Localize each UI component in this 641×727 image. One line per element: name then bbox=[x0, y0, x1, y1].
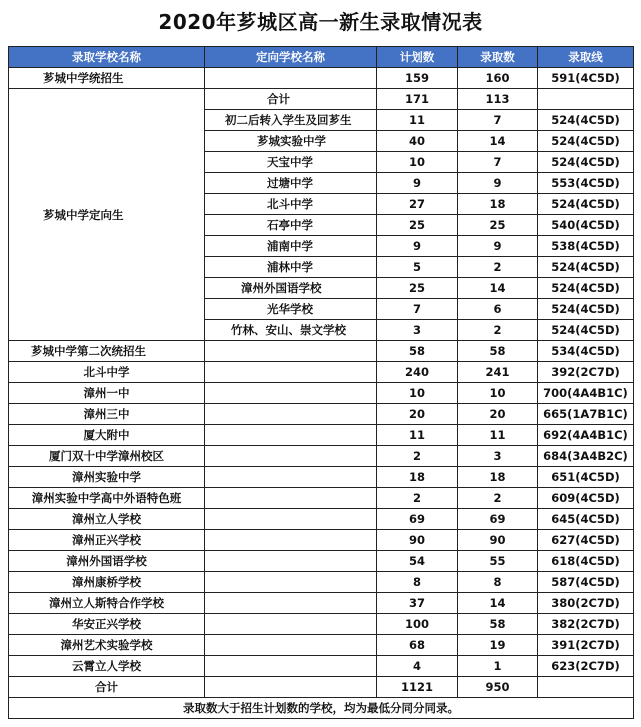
table-row bbox=[9, 530, 634, 551]
admit-cell: 14 bbox=[458, 131, 538, 152]
school-cell: 漳州一中 bbox=[9, 383, 205, 404]
admit-cell: 58 bbox=[458, 614, 538, 635]
admit-cell: 7 bbox=[458, 152, 538, 173]
table-row bbox=[9, 425, 634, 446]
target-cell bbox=[205, 635, 377, 656]
cutoff-cell: 692(4A4B1C) bbox=[538, 425, 634, 446]
plan-cell: 27 bbox=[377, 194, 458, 215]
cutoff-cell: 540(4C5D) bbox=[538, 215, 634, 236]
plan-cell: 171 bbox=[377, 89, 458, 110]
header-target-school: 定向学校名称 bbox=[205, 47, 377, 68]
admit-cell: 18 bbox=[458, 194, 538, 215]
plan-cell: 10 bbox=[377, 152, 458, 173]
school-cell: 漳州外国语学校 bbox=[9, 551, 205, 572]
school-cell: 厦大附中 bbox=[9, 425, 205, 446]
total-row bbox=[9, 677, 634, 698]
admit-cell: 19 bbox=[458, 635, 538, 656]
target-cell: 竹林、安山、崇文学校 bbox=[205, 320, 377, 341]
cutoff-cell: 538(4C5D) bbox=[538, 236, 634, 257]
cutoff-cell: 591(4C5D) bbox=[538, 68, 634, 89]
target-cell bbox=[205, 383, 377, 404]
school-cell: 华安正兴学校 bbox=[9, 614, 205, 635]
target-cell bbox=[205, 593, 377, 614]
school-cell: 厦门双十中学漳州校区 bbox=[9, 446, 205, 467]
plan-cell: 9 bbox=[377, 236, 458, 257]
cutoff-cell: 524(4C5D) bbox=[538, 257, 634, 278]
table-row bbox=[9, 593, 634, 614]
admit-cell: 69 bbox=[458, 509, 538, 530]
plan-cell: 4 bbox=[377, 656, 458, 677]
target-cell bbox=[205, 572, 377, 593]
admit-cell: 10 bbox=[458, 383, 538, 404]
admit-cell: 18 bbox=[458, 467, 538, 488]
target-cell bbox=[205, 446, 377, 467]
school-cell: 芗城中学第二次统招生 bbox=[9, 341, 205, 362]
school-cell: 芗城中学统招生 bbox=[9, 68, 205, 89]
cutoff-cell: 380(2C7D) bbox=[538, 593, 634, 614]
table-row bbox=[9, 656, 634, 677]
cutoff-cell: 587(4C5D) bbox=[538, 572, 634, 593]
cutoff-cell: 651(4C5D) bbox=[538, 467, 634, 488]
school-cell: 漳州实验中学高中外语特色班 bbox=[9, 488, 205, 509]
cutoff-cell: 609(4C5D) bbox=[538, 488, 634, 509]
admit-cell: 2 bbox=[458, 320, 538, 341]
cutoff-cell: 524(4C5D) bbox=[538, 320, 634, 341]
target-cell bbox=[205, 362, 377, 383]
admit-cell: 6 bbox=[458, 299, 538, 320]
school-cell: 漳州实验中学 bbox=[9, 467, 205, 488]
cutoff-cell: 618(4C5D) bbox=[538, 551, 634, 572]
admit-cell: 113 bbox=[458, 89, 538, 110]
header-admitted: 录取数 bbox=[458, 47, 538, 68]
target-cell: 石亭中学 bbox=[205, 215, 377, 236]
plan-cell: 69 bbox=[377, 509, 458, 530]
header-school: 录取学校名称 bbox=[9, 47, 205, 68]
admission-table bbox=[8, 46, 634, 719]
plan-cell: 54 bbox=[377, 551, 458, 572]
admit-cell: 14 bbox=[458, 278, 538, 299]
admit-cell: 90 bbox=[458, 530, 538, 551]
cutoff-cell: 524(4C5D) bbox=[538, 131, 634, 152]
table-row bbox=[9, 509, 634, 530]
admit-cell: 1 bbox=[458, 656, 538, 677]
cutoff-cell: 524(4C5D) bbox=[538, 194, 634, 215]
target-cell bbox=[205, 656, 377, 677]
plan-cell: 8 bbox=[377, 572, 458, 593]
plan-cell: 90 bbox=[377, 530, 458, 551]
plan-cell: 240 bbox=[377, 362, 458, 383]
target-cell: 合计 bbox=[205, 89, 377, 110]
school-cell: 漳州立人学校 bbox=[9, 509, 205, 530]
total-admit: 950 bbox=[458, 677, 538, 698]
cutoff-cell: 623(2C7D) bbox=[538, 656, 634, 677]
plan-cell: 2 bbox=[377, 446, 458, 467]
table-row bbox=[9, 446, 634, 467]
cutoff-cell: 534(4C5D) bbox=[538, 341, 634, 362]
plan-cell: 2 bbox=[377, 488, 458, 509]
cutoff-cell: 627(4C5D) bbox=[538, 530, 634, 551]
plan-cell: 40 bbox=[377, 131, 458, 152]
plan-cell: 25 bbox=[377, 278, 458, 299]
plan-cell: 159 bbox=[377, 68, 458, 89]
target-cell bbox=[205, 530, 377, 551]
plan-cell: 68 bbox=[377, 635, 458, 656]
target-cell bbox=[205, 341, 377, 362]
admit-cell: 7 bbox=[458, 110, 538, 131]
cutoff-cell: 524(4C5D) bbox=[538, 152, 634, 173]
school-cell: 漳州艺术实验学校 bbox=[9, 635, 205, 656]
target-cell: 北斗中学 bbox=[205, 194, 377, 215]
cutoff-cell: 645(4C5D) bbox=[538, 509, 634, 530]
admit-cell: 160 bbox=[458, 68, 538, 89]
table-row bbox=[9, 551, 634, 572]
target-cell: 光华学校 bbox=[205, 299, 377, 320]
plan-cell: 11 bbox=[377, 110, 458, 131]
admit-cell: 9 bbox=[458, 173, 538, 194]
admit-cell: 2 bbox=[458, 257, 538, 278]
target-cell bbox=[205, 488, 377, 509]
target-cell bbox=[205, 68, 377, 89]
target-cell: 芗城实验中学 bbox=[205, 131, 377, 152]
plan-cell: 37 bbox=[377, 593, 458, 614]
target-cell bbox=[205, 425, 377, 446]
admit-cell: 241 bbox=[458, 362, 538, 383]
plan-cell: 100 bbox=[377, 614, 458, 635]
target-cell bbox=[205, 509, 377, 530]
table-header-row bbox=[9, 47, 634, 68]
plan-cell: 18 bbox=[377, 467, 458, 488]
admit-cell: 8 bbox=[458, 572, 538, 593]
cutoff-cell: 524(4C5D) bbox=[538, 110, 634, 131]
school-cell: 漳州康桥学校 bbox=[9, 572, 205, 593]
admit-cell: 2 bbox=[458, 488, 538, 509]
cutoff-cell: 553(4C5D) bbox=[538, 173, 634, 194]
school-cell: 云霄立人学校 bbox=[9, 656, 205, 677]
total-plan: 1121 bbox=[377, 677, 458, 698]
plan-cell: 58 bbox=[377, 341, 458, 362]
plan-cell: 25 bbox=[377, 215, 458, 236]
school-cell: 北斗中学 bbox=[9, 362, 205, 383]
target-cell: 浦南中学 bbox=[205, 236, 377, 257]
header-plan: 计划数 bbox=[377, 47, 458, 68]
target-cell bbox=[205, 677, 377, 698]
school-cell: 漳州立人斯特合作学校 bbox=[9, 593, 205, 614]
table-row bbox=[9, 383, 634, 404]
admit-cell: 14 bbox=[458, 593, 538, 614]
table-row bbox=[9, 404, 634, 425]
plan-cell: 10 bbox=[377, 383, 458, 404]
cutoff-cell: 684(3A4B2C) bbox=[538, 446, 634, 467]
footnote: 录取数大于招生计划数的学校，均为最低分同分同录。 bbox=[9, 698, 634, 719]
school-cell-directed: 芗城中学定向生 bbox=[9, 89, 205, 341]
admit-cell: 3 bbox=[458, 446, 538, 467]
target-cell: 过塘中学 bbox=[205, 173, 377, 194]
header-cutoff: 录取线 bbox=[538, 47, 634, 68]
cutoff-cell: 524(4C5D) bbox=[538, 299, 634, 320]
plan-cell: 3 bbox=[377, 320, 458, 341]
table-row bbox=[9, 341, 634, 362]
plan-cell: 9 bbox=[377, 173, 458, 194]
target-cell bbox=[205, 614, 377, 635]
table-row bbox=[9, 614, 634, 635]
admit-cell: 9 bbox=[458, 236, 538, 257]
plan-cell: 11 bbox=[377, 425, 458, 446]
cutoff-cell: 665(1A7B1C) bbox=[538, 404, 634, 425]
cutoff-cell: 391(2C7D) bbox=[538, 635, 634, 656]
target-cell: 浦林中学 bbox=[205, 257, 377, 278]
table-row bbox=[9, 488, 634, 509]
total-label: 合计 bbox=[9, 677, 205, 698]
cutoff-cell: 524(4C5D) bbox=[538, 278, 634, 299]
school-cell: 漳州正兴学校 bbox=[9, 530, 205, 551]
plan-cell: 7 bbox=[377, 299, 458, 320]
page-title: 2020年芗城区高一新生录取情况表 bbox=[158, 10, 483, 34]
table-row bbox=[9, 89, 634, 110]
school-cell: 漳州三中 bbox=[9, 404, 205, 425]
table-row bbox=[9, 467, 634, 488]
cutoff-cell bbox=[538, 677, 634, 698]
table-row bbox=[9, 635, 634, 656]
admit-cell: 55 bbox=[458, 551, 538, 572]
admit-cell: 25 bbox=[458, 215, 538, 236]
target-cell bbox=[205, 467, 377, 488]
cutoff-cell: 392(2C7D) bbox=[538, 362, 634, 383]
table-row bbox=[9, 362, 634, 383]
table-row bbox=[9, 68, 634, 89]
admit-cell: 58 bbox=[458, 341, 538, 362]
table-row bbox=[9, 572, 634, 593]
cutoff-cell: 382(2C7D) bbox=[538, 614, 634, 635]
admit-cell: 20 bbox=[458, 404, 538, 425]
cutoff-cell bbox=[538, 89, 634, 110]
target-cell: 漳州外国语学校 bbox=[205, 278, 377, 299]
target-cell: 初二后转入学生及回芗生 bbox=[205, 110, 377, 131]
plan-cell: 20 bbox=[377, 404, 458, 425]
target-cell bbox=[205, 551, 377, 572]
plan-cell: 5 bbox=[377, 257, 458, 278]
target-cell bbox=[205, 404, 377, 425]
admit-cell: 11 bbox=[458, 425, 538, 446]
note-row bbox=[9, 698, 634, 719]
target-cell: 天宝中学 bbox=[205, 152, 377, 173]
cutoff-cell: 700(4A4B1C) bbox=[538, 383, 634, 404]
